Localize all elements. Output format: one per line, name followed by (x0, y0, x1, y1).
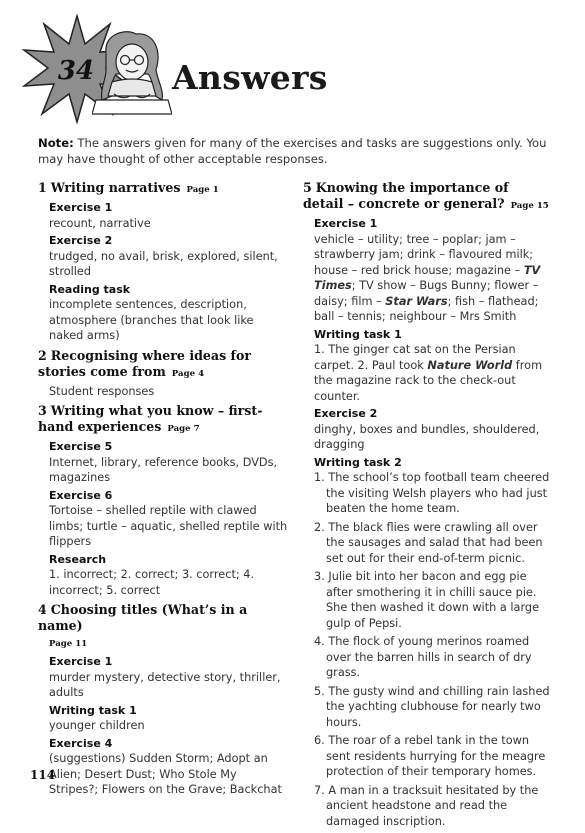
answer-text: murder mystery, detective story, thriller, adults (49, 670, 281, 699)
page-reference: Page 11 (49, 639, 88, 649)
section-heading (38, 180, 288, 198)
list-item: 2. The black flies were crawling all over the sausages and salad that had been set out for their end-of-term picnic. (314, 520, 543, 565)
page-reference: Page 4 (171, 368, 205, 379)
section-heading (38, 348, 288, 382)
exercise-label: Exercise 1 (49, 655, 113, 668)
section-title: Choosing titles (What’s in a name) (38, 602, 248, 633)
section-4 (38, 602, 288, 798)
answer-text-part: ; fish – flathead; ball – tennis; neighbour – Mrs Smith (314, 294, 539, 323)
section-heading (38, 602, 288, 652)
answer-text: 1. incorrect; 2. correct; 3. correct; 4. incorrect; 5. correct (49, 568, 255, 597)
chapter-number-badge: 34 (57, 56, 95, 86)
answer-text: Internet, library, reference books, DVDs, magazines (49, 455, 278, 484)
task-label: Writing task 1 (314, 327, 402, 341)
answer-text: trudged, no avail, brisk, explored, silent, strolled (49, 249, 278, 278)
answer-text: younger children (49, 719, 145, 732)
exercise-label: Exercise 2 (49, 234, 113, 247)
footer-page-number: 114 (30, 768, 56, 782)
section-heading (38, 403, 288, 437)
answer-text: dinghy, boxes and bundles, shouldered, dragging (314, 422, 540, 451)
section-heading (303, 180, 553, 214)
list-item: 5. The gusty wind and chilling rain lashed the yachting clubhouse for nearly two hours. (314, 684, 550, 729)
list-item: 4. The flock of young merinos roamed over the barren hills in search of dry grass. (314, 635, 532, 679)
exercise-label: Exercise 1 (314, 217, 378, 230)
list-item: 3. Julie bit into her bacon and egg pie after smothering it in chilli sauce pie. She then washed it down with a large gulp of Pepsi. (314, 570, 540, 630)
section-number: 1 (38, 180, 47, 195)
exercise-label: Exercise 6 (49, 488, 113, 502)
page-reference: Page 15 (510, 201, 549, 211)
page-header (0, 0, 585, 125)
section-1 (38, 180, 288, 344)
task-label: Writing task 2 (314, 455, 402, 469)
task-label: Reading task (49, 282, 131, 296)
note-paragraph (38, 135, 558, 167)
answer-text: Student responses (49, 384, 155, 398)
answer-text (314, 342, 553, 404)
research-label: Research (49, 552, 107, 566)
section-title: Writing narratives (50, 180, 181, 195)
answer-text (314, 232, 553, 325)
section-number: 2 (38, 347, 47, 363)
section-number: 5 (303, 180, 312, 195)
exercise-label: Exercise 4 (49, 736, 113, 750)
section-5 (303, 180, 553, 829)
exercise-label: Exercise 5 (49, 440, 113, 453)
exercise-label: Exercise 1 (49, 201, 113, 214)
list-item: 7. A man in a tracksuit hesitated by the ancient headstone and read the damaged inscription. (314, 783, 539, 828)
list-item: 1. The school’s top football team cheered the visiting Welsh players who had just beaten the home team. (314, 471, 550, 515)
title-emphasis: TV Times (314, 263, 541, 292)
writing-task-list (314, 470, 553, 829)
note-text: The answers given for many of the exercises and tasks are suggestions only. You may have thought of other acceptable responses. (38, 136, 547, 166)
page-reference: Page 1 (186, 185, 219, 195)
section-number: 3 (38, 403, 47, 418)
answer-text-part: ; TV show – Bugs Bunny; flower – daisy; film – (314, 279, 539, 308)
section-3 (38, 403, 288, 598)
answer-text-part: from the magazine rack to the check-out counter. (314, 358, 543, 403)
answer-text: (suggestions) Sudden Storm; Adopt an Alien; Desert Dust; Who Stole My Stripes?; Flowers on the Grave; Backchat (49, 752, 282, 796)
page-title: Answers (172, 58, 328, 97)
note-label: Note: (38, 136, 74, 150)
title-emphasis: Star Wars (385, 294, 448, 308)
girl-at-desk-illustration (92, 30, 172, 120)
answer-text-part: 1. The ginger cat sat on the Persian carpet. 2. Paul took (314, 343, 516, 372)
exercise-label: Exercise 2 (314, 407, 378, 420)
answer-text: recount, narrative (49, 216, 151, 230)
answer-text-part: vehicle – utility; tree – poplar; jam – strawberry jam; drink – flavoured milk; house – red brick house; magazine – (314, 232, 534, 277)
answer-text: Tortoise – shelled reptile with clawed limbs; turtle – aquatic, shelled reptile with flippers (49, 504, 288, 548)
section-title: Knowing the importance of detail – concrete or general? (303, 180, 509, 211)
right-column (303, 180, 553, 833)
section-2 (38, 348, 288, 400)
section-number: 4 (38, 602, 47, 617)
page-reference: Page 7 (167, 424, 200, 434)
title-emphasis: Nature World (427, 358, 513, 372)
list-item: 6. The roar of a rebel tank in the town sent residents hurrying for the meagre protection of their temporary homes. (314, 734, 546, 778)
section-title: Writing what you know – first-hand experiences (38, 403, 263, 434)
section-title: Recognising where ideas for stories come from (38, 347, 252, 379)
left-column (38, 180, 288, 802)
task-label: Writing task 1 (49, 703, 137, 717)
answer-text: incomplete sentences, description, atmosphere (branches that look like naked arms) (49, 298, 254, 342)
